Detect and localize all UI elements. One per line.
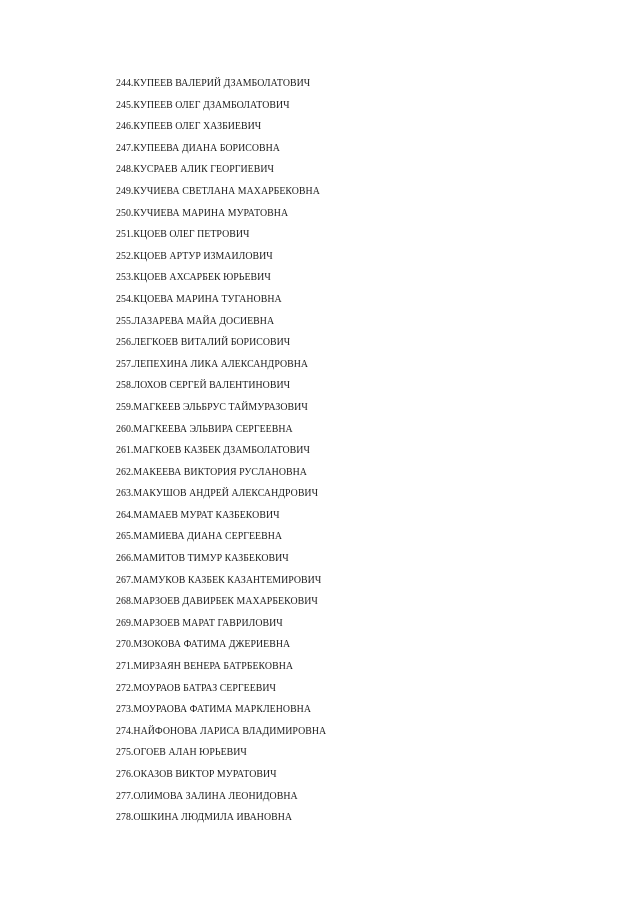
list-item: 259.МАГКЕЕВ ЭЛЬБРУС ТАЙМУРАЗОВИЧ xyxy=(116,401,308,413)
list-item: 264.МАМАЕВ МУРАТ КАЗБЕКОВИЧ xyxy=(116,509,280,521)
list-item: 261.МАГКОЕВ КАЗБЕК ДЗАМБОЛАТОВИЧ xyxy=(116,445,310,457)
name-list xyxy=(116,76,596,832)
list-item: 247.КУПЕЕВА ДИАНА БОРИСОВНА xyxy=(116,142,280,154)
list-item: 270.МЗОКОВА ФАТИМА ДЖЕРИЕВНА xyxy=(116,639,291,651)
list-item: 272.МОУРАОВ БАТРАЗ СЕРГЕЕВИЧ xyxy=(116,682,277,694)
list-item: 245.КУПЕЕВ ОЛЕГ ДЗАМБОЛАТОВИЧ xyxy=(116,99,290,111)
list-item: 252.КЦОЕВ АРТУР ИЗМАИЛОВИЧ xyxy=(116,250,273,262)
list-item: 269.МАРЗОЕВ МАРАТ ГАВРИЛОВИЧ xyxy=(116,617,283,629)
list-item: 248.КУСРАЕВ АЛИК ГЕОРГИЕВИЧ xyxy=(116,164,274,176)
list-item: 278.ОШКИНА ЛЮДМИЛА ИВАНОВНА xyxy=(116,812,293,824)
list-item: 250.КУЧИЕВА МАРИНА МУРАТОВНА xyxy=(116,207,289,219)
list-item: 260.МАГКЕЕВА ЭЛЬВИРА СЕРГЕЕВНА xyxy=(116,423,293,435)
list-item: 268.МАРЗОЕВ ДАВИРБЕК МАХАРБЕКОВИЧ xyxy=(116,596,318,608)
list-item: 253.КЦОЕВ АХСАРБЕК ЮРЬЕВИЧ xyxy=(116,272,271,284)
list-item: 277.ОЛИМОВА ЗАЛИНА ЛЕОНИДОВНА xyxy=(116,790,298,802)
list-item: 262.МАКЕЕВА ВИКТОРИЯ РУСЛАНОВНА xyxy=(116,466,307,478)
list-item: 256.ЛЕГКОЕВ ВИТАЛИЙ БОРИСОВИЧ xyxy=(116,337,291,349)
list-item: 275.ОГОЕВ АЛАН ЮРЬЕВИЧ xyxy=(116,747,247,759)
list-item: 266.МАМИТОВ ТИМУР КАЗБЕКОВИЧ xyxy=(116,553,289,565)
list-item: 263.МАКУШОВ АНДРЕЙ АЛЕКСАНДРОВИЧ xyxy=(116,488,319,500)
list-item: 267.МАМУКОВ КАЗБЕК КАЗАНТЕМИРОВИЧ xyxy=(116,574,322,586)
list-item: 276.ОКАЗОВ ВИКТОР МУРАТОВИЧ xyxy=(116,769,277,780)
list-item: 257.ЛЕПЕХИНА ЛИКА АЛЕКСАНДРОВНА xyxy=(116,358,309,370)
list-item: 265.МАМИЕВА ДИАНА СЕРГЕЕВНА xyxy=(116,531,283,543)
list-item: 255.ЛАЗАРЕВА МАЙА ДОСИЕВНА xyxy=(116,315,275,327)
list-item: 273.МОУРАОВА ФАТИМА МАРКЛЕНОВНА xyxy=(116,704,312,716)
list-item: 254.КЦОЕВА МАРИНА ТУГАНОВНА xyxy=(116,293,282,305)
list-item: 249.КУЧИЕВА СВЕТЛАНА МАХАРБЕКОВНА xyxy=(116,185,320,197)
list-item: 274.НАЙФОНОВА ЛАРИСА ВЛАДИМИРОВНА xyxy=(116,725,327,737)
list-item: 271.МИРЗАЯН ВЕНЕРА БАТРБЕКОВНА xyxy=(116,661,294,673)
list-item: 246.КУПЕЕВ ОЛЕГ ХАЗБИЕВИЧ xyxy=(116,121,262,133)
list-item: 258.ЛОХОВ СЕРГЕЙ ВАЛЕНТИНОВИЧ xyxy=(116,380,291,392)
list-item: 251.КЦОЕВ ОЛЕГ ПЕТРОВИЧ xyxy=(116,229,250,241)
list-item: 244.КУПЕЕВ ВАЛЕРИЙ ДЗАМБОЛАТОВИЧ xyxy=(116,78,311,89)
